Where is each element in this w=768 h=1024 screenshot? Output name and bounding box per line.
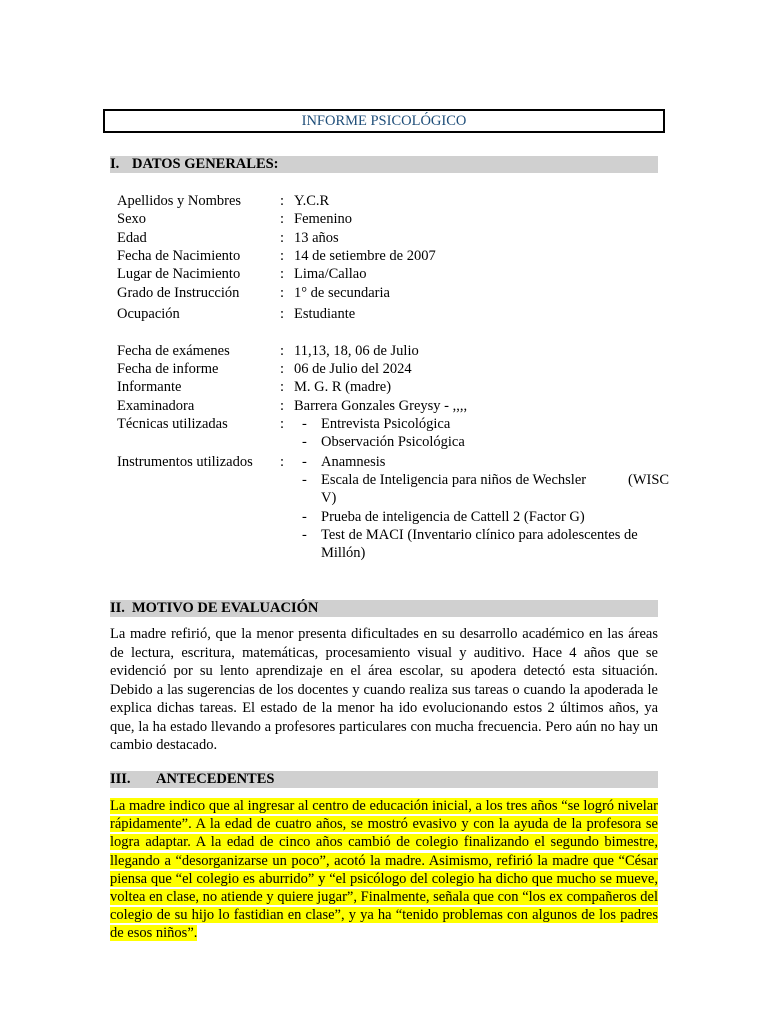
field-value: Estudiante	[294, 306, 356, 322]
field-colon: :	[280, 211, 285, 227]
field-colon: :	[280, 379, 285, 395]
document-title: INFORME PSICOLÓGICO	[103, 109, 665, 133]
field-value: 11,13, 18, 06 de Julio	[294, 343, 419, 359]
field-colon: :	[280, 248, 285, 264]
field-colon: :	[280, 266, 285, 282]
section-title: DATOS GENERALES:	[132, 156, 279, 172]
section-title: MOTIVO DE EVALUACIÓN	[132, 600, 319, 616]
list-item-text: Escala de Inteligencia para niños de Wechsler	[321, 472, 587, 488]
field-label: Edad	[117, 230, 147, 246]
section-number: II.	[110, 600, 125, 616]
field-label: Examinadora	[117, 398, 195, 414]
field-value: Lima/Callao	[294, 266, 367, 282]
bullet-dash: -	[302, 527, 307, 543]
field-colon: :	[280, 306, 285, 322]
section-number: III.	[110, 771, 131, 787]
list-item-continuation	[628, 471, 669, 489]
field-colon: :	[280, 416, 285, 432]
list-item-continuation	[321, 489, 336, 507]
antecedentes-paragraph	[110, 797, 658, 943]
list-item-text: Prueba de inteligencia de Cattell 2 (Factor G)	[321, 509, 585, 525]
list-item-continuation	[321, 544, 365, 562]
field-label: Instrumentos utilizados	[117, 454, 253, 470]
field-value: M. G. R (madre)	[294, 379, 392, 395]
section-number: I.	[110, 156, 120, 172]
list-item-text: Entrevista Psicológica	[321, 416, 451, 432]
field-colon: :	[280, 285, 285, 301]
section-motivo-heading	[110, 600, 658, 617]
field-colon: :	[280, 343, 285, 359]
field-value: 13 años	[294, 230, 339, 246]
list-item-text: Observación Psicológica	[321, 434, 465, 450]
list-item-text: V)	[321, 490, 337, 506]
field-label: Grado de Instrucción	[117, 285, 240, 301]
field-label: Ocupación	[117, 306, 180, 322]
field-label: Apellidos y Nombres	[117, 193, 242, 209]
list-item-text: Millón)	[321, 545, 366, 561]
list-item-text: (WISC	[628, 472, 670, 488]
highlighted-text: La madre indico que al ingresar al centro de educación inicial, a los tres años “se logró nivelar rápidamente”. A la edad de cuatro años, se mostró evasivo y con la ayuda de la profesora se logra adaptar. A la edad de cinco años cambió de colegio finalizando el segundo bimestre, llegando a “desorganizarse un poco”, acotó la madre. Asimismo, refirió la madre que “César piensa que “el colegio es aburrido” y “el psicólogo del colegio ha dicho que mucho se mueve, voltea en clase, no atiende y quiere jugar”, Finalmente, señala que con “los ex compañeros del colegio de su hijo lo fastidian en clase”, y ya ha “tenido problemas con algunos de los padres de esos niños”.	[110, 798, 658, 942]
field-value: Barrera Gonzales Greysy - ,,,,	[294, 398, 468, 414]
field-label: Fecha de informe	[117, 361, 219, 377]
list-item-text: Anamnesis	[321, 454, 386, 470]
field-value: 06 de Julio del 2024	[294, 361, 412, 377]
field-colon: :	[280, 230, 285, 246]
field-value: Femenino	[294, 211, 352, 227]
motivo-paragraph: La madre refirió, que la menor presenta dificultades en su desarrollo académico en las áreas de lectura, escritura, matemáticas, procesamiento visual y auditivo. Hace 4 años que se evidenció por su lento aprendizaje en el área escolar, su apodera detectó esta situación. Debido a las sugerencias de los docentes y cuando realiza sus tareas o cuando la apoderada le explica dichas tareas. El estado de la menor ha ido evolucionando estos 2 últimos años, ya que, la ha estado llevando a profesores particulares con mucha frecuencia. Pero aún no hay un cambio destacado.	[110, 626, 658, 753]
bullet-dash: -	[302, 472, 307, 488]
field-label: Informante	[117, 379, 182, 395]
section-datos-generales-heading	[110, 156, 658, 173]
field-label: Lugar de Nacimiento	[117, 266, 241, 282]
field-label: Sexo	[117, 211, 146, 227]
list-item-text: Test de MACI (Inventario clínico para adolescentes de	[321, 527, 638, 543]
bullet-dash: -	[302, 509, 307, 525]
bullet-dash: -	[302, 454, 307, 470]
bullet-dash: -	[302, 416, 307, 432]
field-colon: :	[280, 361, 285, 377]
field-colon: :	[280, 193, 285, 209]
bullet-dash: -	[302, 434, 307, 450]
field-value: 1° de secundaria	[294, 285, 390, 301]
field-label: Técnicas utilizadas	[117, 416, 228, 432]
section-title: ANTECEDENTES	[156, 771, 275, 787]
field-colon: :	[280, 398, 285, 414]
field-value: Y.C.R	[294, 193, 330, 209]
section-antecedentes-heading	[110, 771, 658, 788]
field-value: 14 de setiembre de 2007	[294, 248, 436, 264]
field-label: Fecha de Nacimiento	[117, 248, 241, 264]
field-colon: :	[280, 454, 285, 470]
field-label: Fecha de exámenes	[117, 343, 230, 359]
